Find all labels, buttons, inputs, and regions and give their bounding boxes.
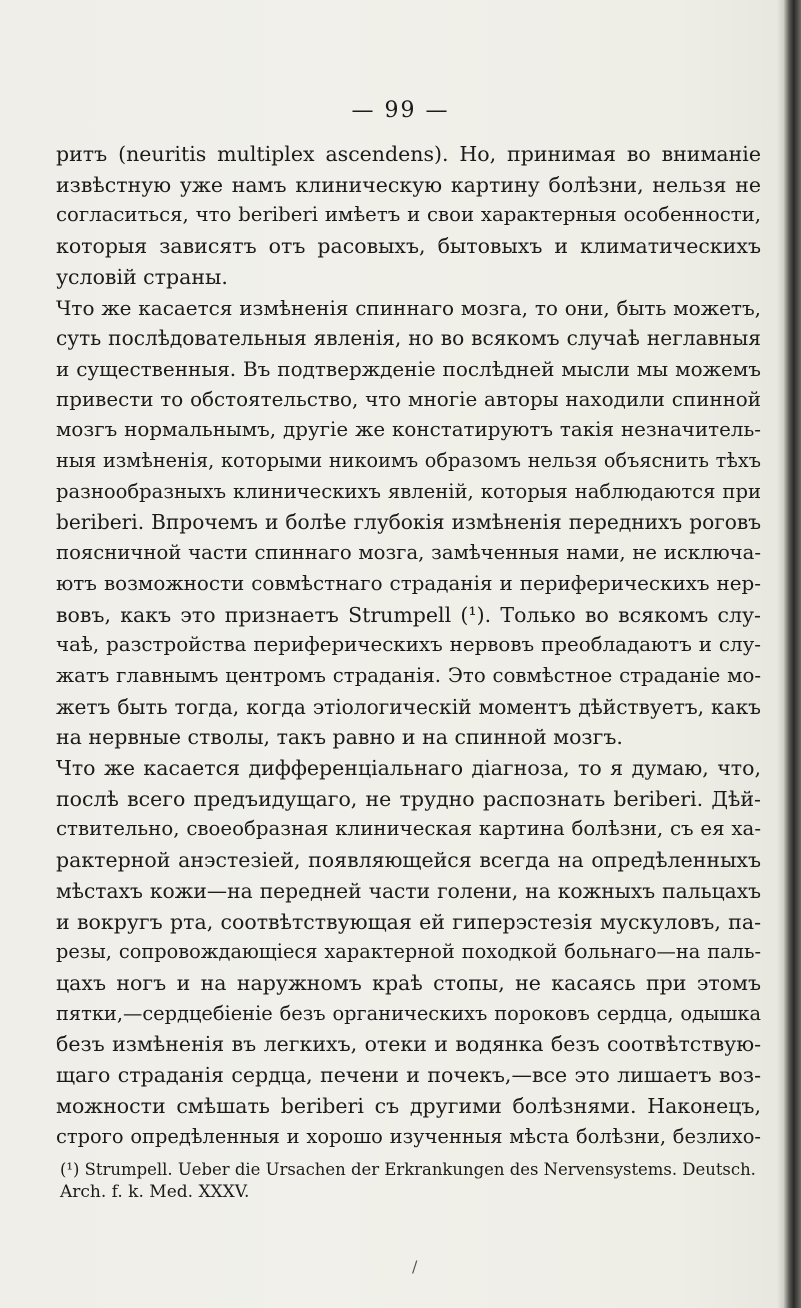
stray-mark: /: [412, 1257, 418, 1276]
text-line: ютъ возможности совмѣстнаго страданія и периферическихъ нер-: [56, 571, 761, 595]
text-line: извѣстную уже намъ клиническую картину болѣзни, нельзя не: [56, 172, 761, 197]
text-line: ритъ (neuritis multiplex ascendens). Но, принимая во вниманіе: [56, 142, 761, 166]
text-line: поясничной части спиннаго мозга, замѣченныя нами, не исключа-: [56, 541, 761, 565]
text-line: согласиться, что beriberi имѣетъ и свои характерныя особенности,: [56, 203, 761, 227]
text-line: безъ измѣненія въ легкихъ, отеки и водянка безъ соотвѣтствую-: [56, 1032, 761, 1057]
text-line: и вокругъ рта, соотвѣтствующая ей гиперэстезія мускуловъ, па-: [56, 909, 761, 934]
footnote-line: Arch. f. k. Med. XXXV.: [60, 1182, 250, 1202]
page-number: — 99 —: [351, 98, 450, 123]
text-line: на нервные стволы, такъ равно и на спинной мозгъ.: [56, 725, 623, 750]
text-line: жетъ быть тогда, когда этіологическій моментъ дѣйствуетъ, какъ: [56, 694, 761, 719]
text-line: пятки,—сердцебіеніе безъ органическихъ пороковъ сердца, одышка: [56, 1001, 761, 1025]
text-line: цахъ ногъ и на наружномъ краѣ стопы, не касаясь при этомъ: [56, 970, 761, 995]
text-line: привести то обстоятельство, что многіе авторы находили спинной: [56, 387, 761, 411]
text-line: мѣстахъ кожи—на передней части голени, на кожныхъ пальцахъ: [56, 878, 761, 903]
text-line: разнообразныхъ клиническихъ явленій, которыя наблюдаются при: [56, 479, 761, 503]
text-line: резы, сопровождающіеся характерной походкой больнаго—на паль-: [56, 940, 761, 964]
text-line: ныя измѣненія, которыми никоимъ образомъ нельзя объяснить тѣхъ: [56, 449, 761, 473]
text-line: и существенныя. Въ подтвержденіе послѣдней мысли мы можемъ: [56, 356, 761, 381]
text-line: условій страны.: [56, 264, 228, 289]
text-line: мозгъ нормальнымъ, другіе же констатируютъ такія незначитель-: [56, 418, 761, 442]
main-text: [56, 139, 761, 1152]
text-line: Что же касается измѣненія спиннаго мозга, то они, быть можетъ,: [56, 295, 761, 320]
text-line: вовъ, какъ это признаетъ Strumpell (¹). Только во всякомъ слу-: [56, 602, 761, 627]
text-line: Что же касается дифференціальнаго діагноза, то я думаю, что,: [56, 756, 761, 781]
page-edge: [783, 0, 801, 1308]
text-line: ствительно, своеобразная клиническая картина болѣзни, съ ея ха-: [56, 817, 761, 841]
text-line: чаѣ, разстройства периферическихъ нервовъ преобладаютъ и слу-: [56, 633, 761, 657]
text-line: которыя зависятъ отъ расовыхъ, бытовыхъ и климатическихъ: [56, 234, 761, 259]
footnote: [60, 1158, 760, 1204]
footnote-line: (¹) Strumpell. Ueber die Ursachen der Erkrankungen des Nervensystems. Deutsch.: [60, 1160, 756, 1179]
text-line: рактерной анэстезіей, появляющейся всегда на опредѣленныхъ: [56, 848, 761, 873]
text-line: строго опредѣленныя и хорошо изученныя мѣста болѣзни, безлихо-: [56, 1124, 761, 1148]
text-line: жатъ главнымъ центромъ страданія. Это совмѣстное страданіе мо-: [56, 663, 761, 687]
text-line: суть послѣдовательныя явленія, но во всякомъ случаѣ неглавныя: [56, 326, 761, 351]
text-line: щаго страданія сердца, печени и почекъ,—все это лишаетъ воз-: [56, 1063, 761, 1088]
text-line: beriberi. Впрочемъ и болѣе глубокія измѣненія переднихъ роговъ: [56, 510, 761, 535]
text-line: послѣ всего предъидущаго, не трудно распознать beriberi. Дѣй-: [56, 786, 761, 811]
text-line: можности смѣшать beriberi съ другими болѣзнями. Наконецъ,: [56, 1093, 761, 1118]
